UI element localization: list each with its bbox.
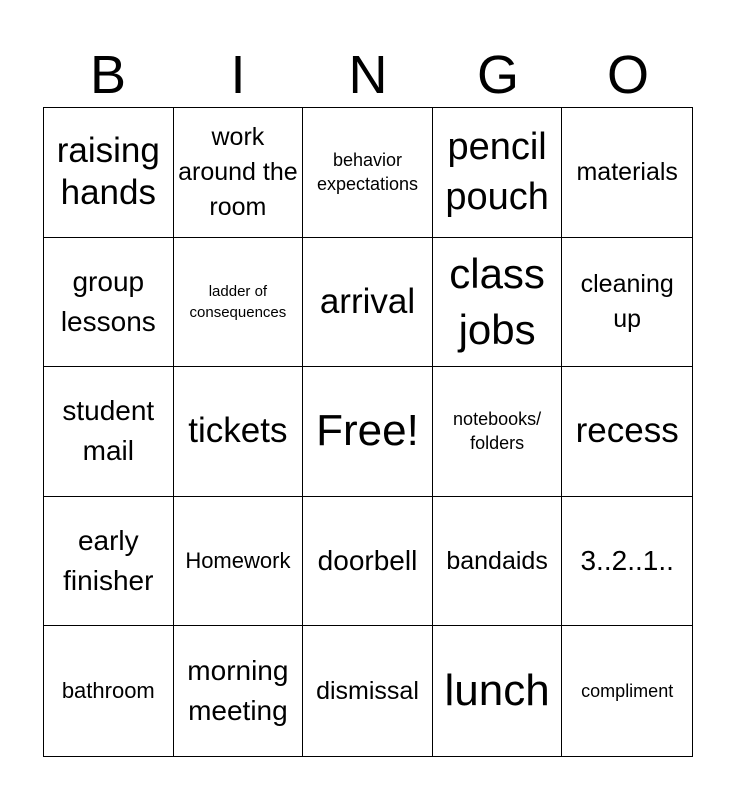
cell-text: tickets: [188, 411, 288, 451]
bingo-cell[interactable]: [562, 626, 692, 756]
cell-text: bandaids: [446, 546, 548, 575]
bingo-cell[interactable]: [562, 238, 692, 368]
bingo-cell[interactable]: [174, 238, 304, 368]
bingo-cell[interactable]: [44, 626, 174, 756]
bingo-cell[interactable]: [44, 367, 174, 497]
cell-text: Homework: [185, 548, 291, 574]
cell-text: ladder of consequences: [189, 282, 287, 321]
header-letter-g: G: [476, 45, 519, 105]
bingo-cell[interactable]: [303, 238, 433, 368]
bingo-cell[interactable]: [44, 497, 174, 627]
bingo-cell[interactable]: [562, 367, 692, 497]
cell-text: morning meeting: [187, 655, 289, 727]
cell-text: dismissal: [316, 676, 419, 705]
cell-text: bathroom: [61, 678, 155, 704]
bingo-cell[interactable]: [433, 367, 563, 497]
bingo-board: [43, 107, 693, 757]
bingo-cell[interactable]: [433, 238, 563, 368]
bingo-cell[interactable]: [562, 108, 692, 238]
cell-text: notebooks/ folders: [453, 409, 542, 454]
bingo-cell[interactable]: [433, 497, 563, 627]
cell-text: group lessons: [60, 265, 156, 337]
bingo-cell[interactable]: [303, 108, 433, 238]
bingo-cell[interactable]: [174, 108, 304, 238]
cell-text: work around the room: [178, 122, 298, 221]
bingo-cell[interactable]: [303, 497, 433, 627]
bingo-cell[interactable]: [44, 108, 174, 238]
bingo-cell[interactable]: [433, 626, 563, 756]
header-letter-o: O: [606, 45, 649, 105]
bingo-cell[interactable]: [433, 108, 563, 238]
bingo-cell[interactable]: [174, 497, 304, 627]
cell-text: behavior expectations: [316, 150, 419, 195]
header-letter-b: B: [89, 45, 127, 105]
header-letter-n: N: [348, 45, 388, 105]
cell-text: 3..2..1..: [580, 545, 674, 577]
cell-text: doorbell: [317, 545, 418, 577]
cell-text: raising hands: [56, 131, 160, 213]
bingo-cell[interactable]: [174, 626, 304, 756]
free-space-cell[interactable]: [303, 367, 433, 497]
bingo-cell[interactable]: [562, 497, 692, 627]
cell-text: early finisher: [63, 525, 154, 597]
header-letter-i: I: [230, 45, 246, 105]
bingo-cell[interactable]: [303, 626, 433, 756]
bingo-cell[interactable]: [174, 367, 304, 497]
cell-text: pencil pouch: [445, 126, 549, 219]
cell-text: arrival: [319, 281, 416, 321]
cell-text: materials: [576, 157, 678, 186]
bingo-cell[interactable]: [44, 238, 174, 368]
cell-text: lunch: [444, 666, 550, 716]
free-space-text: Free!: [316, 406, 419, 456]
cell-text: class jobs: [449, 249, 545, 353]
cell-text: recess: [575, 411, 679, 451]
cell-text: student mail: [62, 395, 155, 467]
bingo-header: [43, 44, 693, 106]
cell-text: cleaning up: [580, 269, 674, 333]
cell-text: compliment: [581, 681, 674, 702]
